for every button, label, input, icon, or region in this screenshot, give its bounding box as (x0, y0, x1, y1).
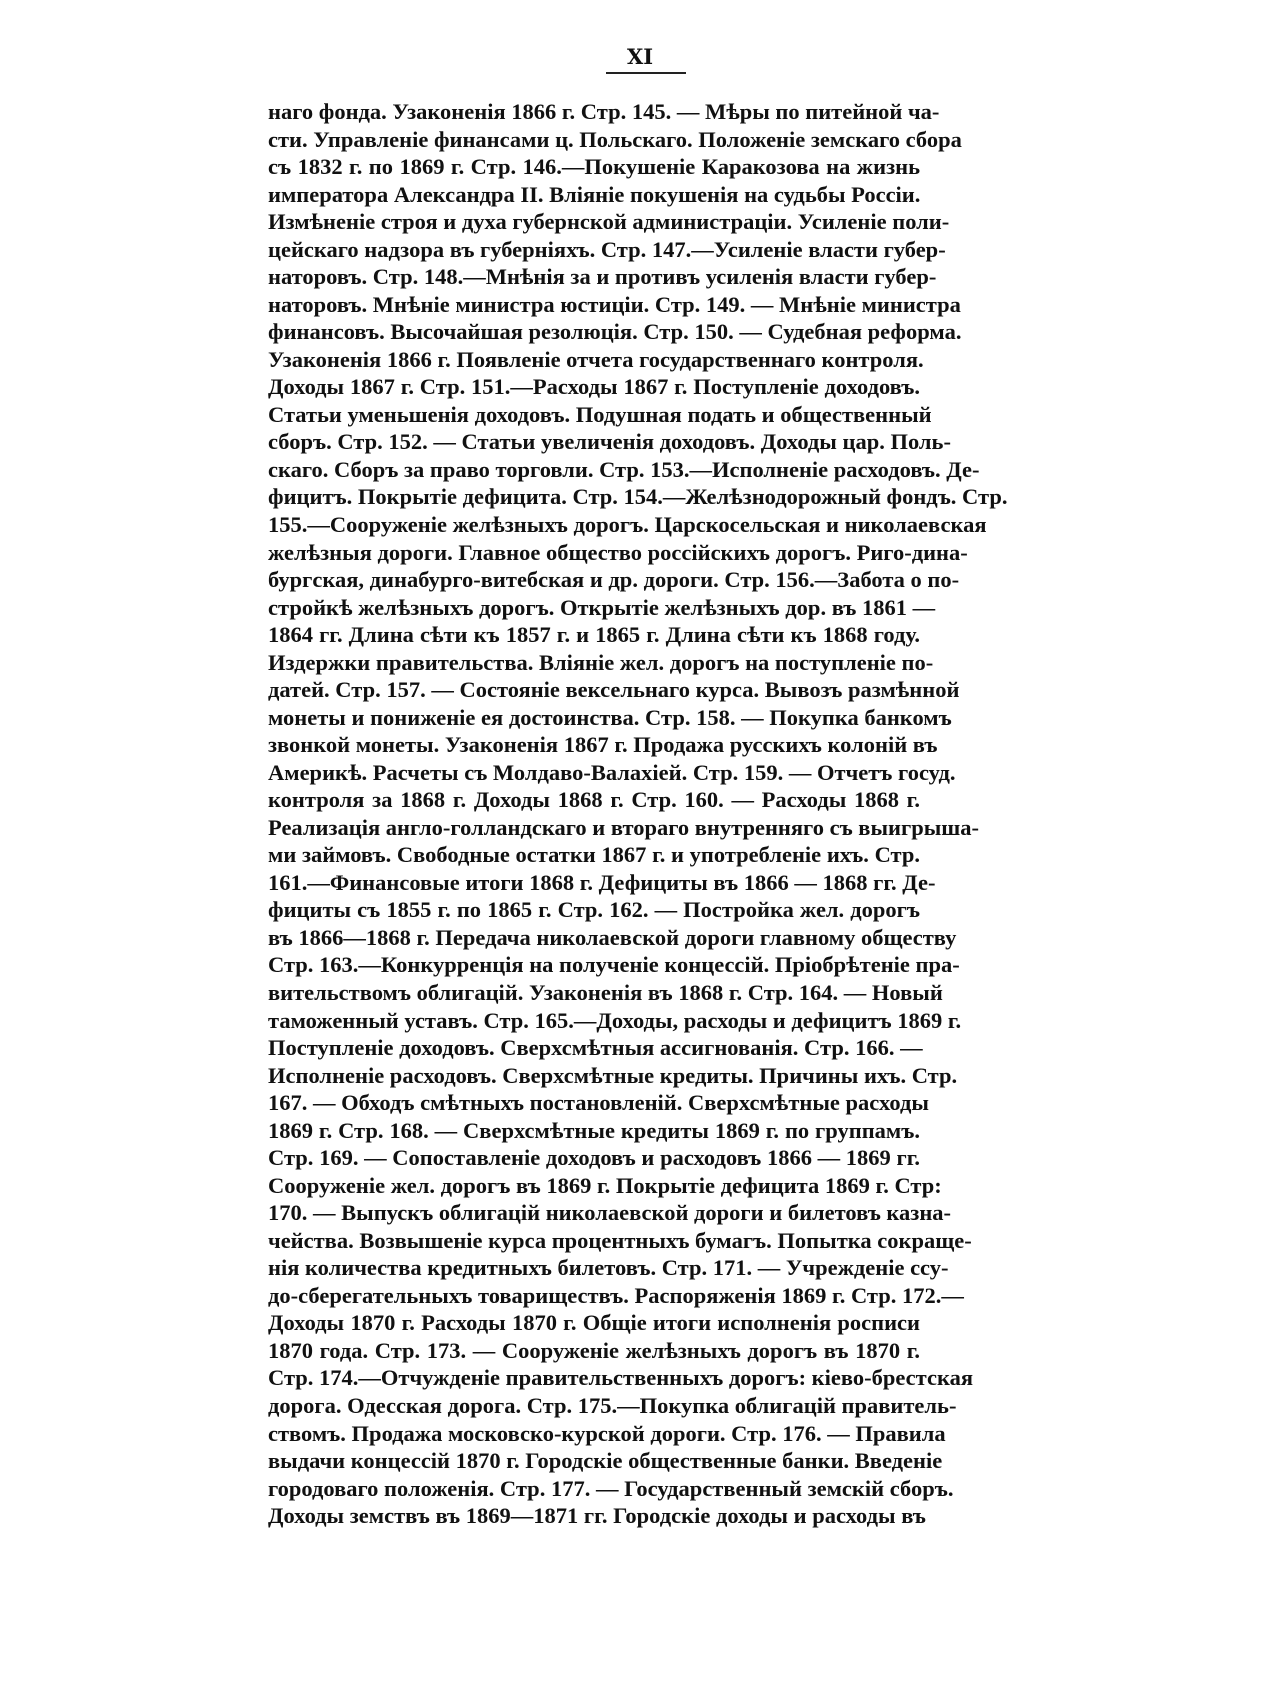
text-line: Измѣненіе строя и духа губернской администраціи. Усиленіе поли- (268, 209, 950, 235)
body-text (268, 98, 1008, 1530)
text-line: ми займовъ. Свободные остатки 1867 г. и употребленіе ихъ. Стр. (268, 842, 920, 868)
text-line: бургская, динабурго-витебская и др. дороги. Стр. 156.—Забота о по- (268, 567, 960, 593)
text-line: финансовъ. Высочайшая резолюція. Стр. 150. — Судебная реформа. (268, 319, 962, 345)
text-line: датей. Стр. 157. — Состояніе вексельнаго курса. Вывозъ размѣнной (268, 677, 960, 703)
text-line: Америкѣ. Расчеты съ Молдаво-Валахіей. Стр. 159. — Отчетъ госуд. (268, 759, 956, 785)
text-line: императора Александра II. Вліяніе покушенія на судьбы Россіи. (268, 181, 921, 207)
text-line: Стр. 163.—Конкурренція на полученіе концессій. Пріобрѣтеніе пра- (268, 952, 960, 978)
text-line: въ 1866—1868 г. Передача николаевской дороги главному обществу (268, 924, 957, 950)
text-line: 1869 г. Стр. 168. — Сверхсмѣтные кредиты 1869 г. по группамъ. (268, 1117, 920, 1143)
text-line: 1870 года. Стр. 173. — Сооруженіе желѣзныхъ дорогъ въ 1870 г. (268, 1337, 920, 1363)
text-line: 1864 гг. Длина сѣти къ 1857 г. и 1865 г. Длина сѣти къ 1868 году. (268, 622, 920, 648)
text-line: 170. — Выпускъ облигацій николаевской дороги и билетовъ казна- (268, 1200, 952, 1226)
text-line: 161.—Финансовые итоги 1868 г. Дефициты въ 1866 — 1868 гг. Де- (268, 869, 936, 895)
text-line: 167. — Обходъ смѣтныхъ постановленій. Сверхсмѣтные расходы (268, 1090, 929, 1116)
text-line: наторовъ. Мнѣніе министра юстиціи. Стр. 149. — Мнѣніе министра (268, 291, 961, 317)
text-line: Статьи уменьшенія доходовъ. Подушная подать и общественный (268, 401, 932, 427)
text-line: Стр. 174.—Отчужденіе правительственныхъ дорогъ: кіево-брестская (268, 1365, 973, 1391)
text-line: монеты и пониженіе ея достоинства. Стр. 158. — Покупка банкомъ (268, 704, 952, 730)
text-line: фицитъ. Покрытіе дефицита. Стр. 154.—Желѣзнодорожный фондъ. Стр. (268, 484, 1008, 510)
text-line: вительствомъ облигацій. Узаконенія въ 1868 г. Стр. 164. — Новый (268, 980, 943, 1005)
text-line: Узаконенія 1866 г. Появленіе отчета государственнаго контроля. (268, 346, 924, 372)
text-line: ствомъ. Продажа московско-курской дороги. Стр. 176. — Правила (268, 1420, 946, 1446)
text-line: звонкой монеты. Узаконенія 1867 г. Продажа русскихъ колоній въ (268, 732, 938, 758)
text-line: Реализація англо-голландскаго и втораго внутренняго съ выигрыша- (268, 814, 980, 840)
text-line: Доходы земствъ въ 1869—1871 гг. Городскіе доходы и расходы въ (268, 1503, 926, 1529)
text-line: Сооруженіе жел. дорогъ въ 1869 г. Покрытіе дефицита 1869 г. Стр: (268, 1172, 942, 1198)
text-line: скаго. Сборъ за право торговли. Стр. 153.—Исполненіе расходовъ. Де- (268, 456, 980, 482)
text-line: Доходы 1867 г. Стр. 151.—Расходы 1867 г. Поступленіе доходовъ. (268, 374, 920, 400)
text-line: Стр. 169. — Сопоставленіе доходовъ и расходовъ 1866 — 1869 гг. (268, 1145, 920, 1171)
text-line: контроля за 1868 г. Доходы 1868 г. Стр. 160. — Расходы 1868 г. (268, 787, 920, 813)
text-line: съ 1832 г. по 1869 г. Стр. 146.—Покушеніе Каракозова на жизнь (268, 154, 920, 180)
text-line: Поступленіе доходовъ. Сверхсмѣтныя ассигнованія. Стр. 166. — (268, 1035, 923, 1061)
text-line: городоваго положенія. Стр. 177. — Государственный земскій сборъ. (268, 1475, 954, 1501)
text-line: до-сберегательныхъ товариществъ. Распоряженія 1869 г. Стр. 172.— (268, 1282, 964, 1308)
text-line: Доходы 1870 г. Расходы 1870 г. Общіе итоги исполненія росписи (268, 1310, 920, 1336)
text-line: 155.—Сооруженіе желѣзныхъ дорогъ. Царскосельская и николаевская (268, 511, 987, 537)
page-number: XI (626, 44, 654, 69)
text-line: Исполненіе расходовъ. Сверхсмѣтные кредиты. Причины ихъ. Стр. (268, 1062, 958, 1088)
header-rule (606, 72, 686, 74)
text-line: выдачи концессій 1870 г. Городскіе общественные банки. Введеніе (268, 1448, 943, 1474)
text-line: желѣзныя дороги. Главное общество россійскихъ дорогъ. Риго-дина- (268, 539, 968, 565)
text-line: сборъ. Стр. 152. — Статьи увеличенія доходовъ. Доходы цар. Поль- (268, 429, 951, 455)
text-line: нія количества кредитныхъ билетовъ. Стр. 171. — Учрежденіе ссу- (268, 1255, 949, 1281)
text-line: таможенный уставъ. Стр. 165.—Доходы, расходы и дефицитъ 1869 г. (268, 1007, 962, 1033)
text-line: наго фонда. Узаконенія 1866 г. Стр. 145. — Мѣры по питейной ча- (268, 99, 940, 124)
text-line: фициты съ 1855 г. по 1865 г. Стр. 162. — Постройка жел. дорогъ (268, 897, 920, 923)
text-line: сти. Управленіе финансами ц. Польскаго. Положеніе земскаго сбора (268, 126, 962, 152)
text-line: стройкѣ желѣзныхъ дорогъ. Открытіе желѣзныхъ дор. въ 1861 — (268, 594, 936, 620)
text-line: Издержки правительства. Вліяніе жел. дорогъ на поступленіе по- (268, 649, 934, 675)
text-line: цейскаго надзора въ губерніяхъ. Стр. 147.—Усиленіе власти губер- (268, 236, 946, 262)
text-line: чейства. Возвышеніе курса процентныхъ бумагъ. Попытка сокраще- (268, 1227, 972, 1253)
text-line: дорога. Одесская дорога. Стр. 175.—Покупка облигацій правитель- (268, 1392, 957, 1418)
text-line: наторовъ. Стр. 148.—Мнѣнія за и противъ усиленія власти губер- (268, 264, 937, 290)
